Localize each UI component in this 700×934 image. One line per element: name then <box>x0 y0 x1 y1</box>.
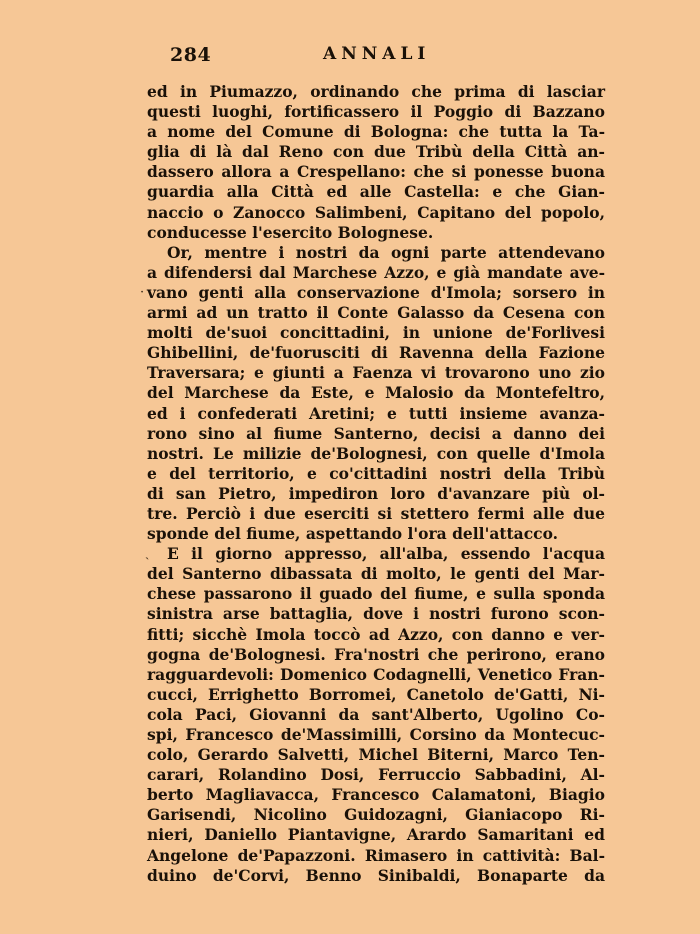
text-line: nieri, Daniello Piantavigne, Arardo Samaritani ed <box>147 825 605 845</box>
text-line: Ghibellini, de'fuorusciti di Ravenna della Fazione <box>147 343 605 363</box>
text-line: vano genti alla conservazione d'Imola; sorsero in <box>147 282 605 302</box>
text-line: Traversara; e giunti a Faenza vi trovarono uno zio <box>147 363 605 383</box>
text-line: berto Magliavacca, Francesco Calamatoni, Biagio <box>147 785 605 805</box>
text-line: cola Paci, Giovanni da sant'Alberto, Ugolino Co- <box>147 704 605 724</box>
text-line: ed i confederati Aretini; e tutti insieme avanza- <box>147 403 605 423</box>
text-line: del Marchese da Este, e Malosio da Montefeltro, <box>147 383 605 403</box>
text-line: ed in Piumazzo, ordinando che prima di lasciar <box>147 82 605 101</box>
text-line: cucci, Errighetto Borromei, Canetolo de'Gatti, Ni- <box>147 684 605 704</box>
text-line: di san Pietro, impediron loro d'avanzare più ol- <box>147 483 605 503</box>
margin-mark: ˎ <box>145 546 150 561</box>
text-line: armi ad un tratto il Conte Galasso da Cesena con <box>147 303 605 323</box>
text-line: questi luoghi, fortificassero il Poggio di Bazzano <box>147 102 605 122</box>
text-line: sinistra arse battaglia, dove i nostri furono scon- <box>147 604 605 624</box>
text-line: rono sino al fiume Santerno, decisi a danno dei <box>147 423 605 443</box>
text-line: tre. Perciò i due eserciti si stettero fermi alle due <box>147 503 605 523</box>
text-line: sponde del fiume, aspettando l'ora dell'attacco. <box>147 524 559 544</box>
text-line: nostri. Le milizie de'Bolognesi, con quelle d'Imola <box>147 443 605 463</box>
text-line: a difendersi dal Marchese Azzo, e già mandate ave- <box>147 262 605 282</box>
text-line: glia di là dal Reno con due Tribù della Città an- <box>147 142 605 162</box>
body-text <box>147 82 605 886</box>
text-line: molti de'suoi concittadini, in unione de'Forlivesi <box>147 323 605 343</box>
page-header <box>145 44 605 68</box>
text-line: conducesse l'esercito Bolognese. <box>147 222 434 242</box>
margin-mark: · <box>140 285 145 300</box>
text-line: gogna de'Bolognesi. Fra'nostri che perirono, erano <box>147 644 605 664</box>
text-line: dassero allora a Crespellano: che si ponesse buona <box>147 162 605 182</box>
text-line: ragguardevoli: Domenico Codagnelli, Venetico Fran- <box>147 664 605 684</box>
text-line: e del territorio, e co'cittadini nostri della Tribù <box>147 463 605 483</box>
page-number: 284 <box>170 44 212 66</box>
text-line: del Santerno dibassata di molto, le genti del Mar- <box>147 564 605 584</box>
text-line: naccio o Zanocco Salimbeni, Capitano del popolo, <box>147 202 605 222</box>
text-line: a nome del Comune di Bologna: che tutta la Ta- <box>147 122 605 142</box>
text-line: spi, Francesco de'Massimilli, Corsino da Montecuc- <box>147 725 605 744</box>
text-line: Angelone de'Papazzoni. Rimasero in cattività: Bal- <box>147 845 605 865</box>
text-line: colo, Gerardo Salvetti, Michel Biterni, Marco Ten- <box>147 745 605 765</box>
text-line: fitti; sicchè Imola toccò ad Azzo, con danno e ver- <box>147 624 605 644</box>
text-line: duino de'Corvi, Benno Sinibaldi, Bonaparte da <box>147 865 605 885</box>
text-line: Garisendi, Nicolino Guidozagni, Gianiacopo Ri- <box>147 805 605 825</box>
running-head: ANNALI <box>323 44 431 64</box>
text-line: Or, mentre i nostri da ogni parte attendevano <box>167 242 605 262</box>
text-line: E il giorno appresso, all'alba, essendo l'acqua <box>167 544 605 564</box>
text-line: guardia alla Città ed alle Castella: e che Gian- <box>147 182 605 202</box>
text-line: chese passarono il guado del fiume, e sulla sponda <box>147 584 605 604</box>
text-line: carari, Rolandino Dosi, Ferruccio Sabbadini, Al- <box>147 765 605 785</box>
